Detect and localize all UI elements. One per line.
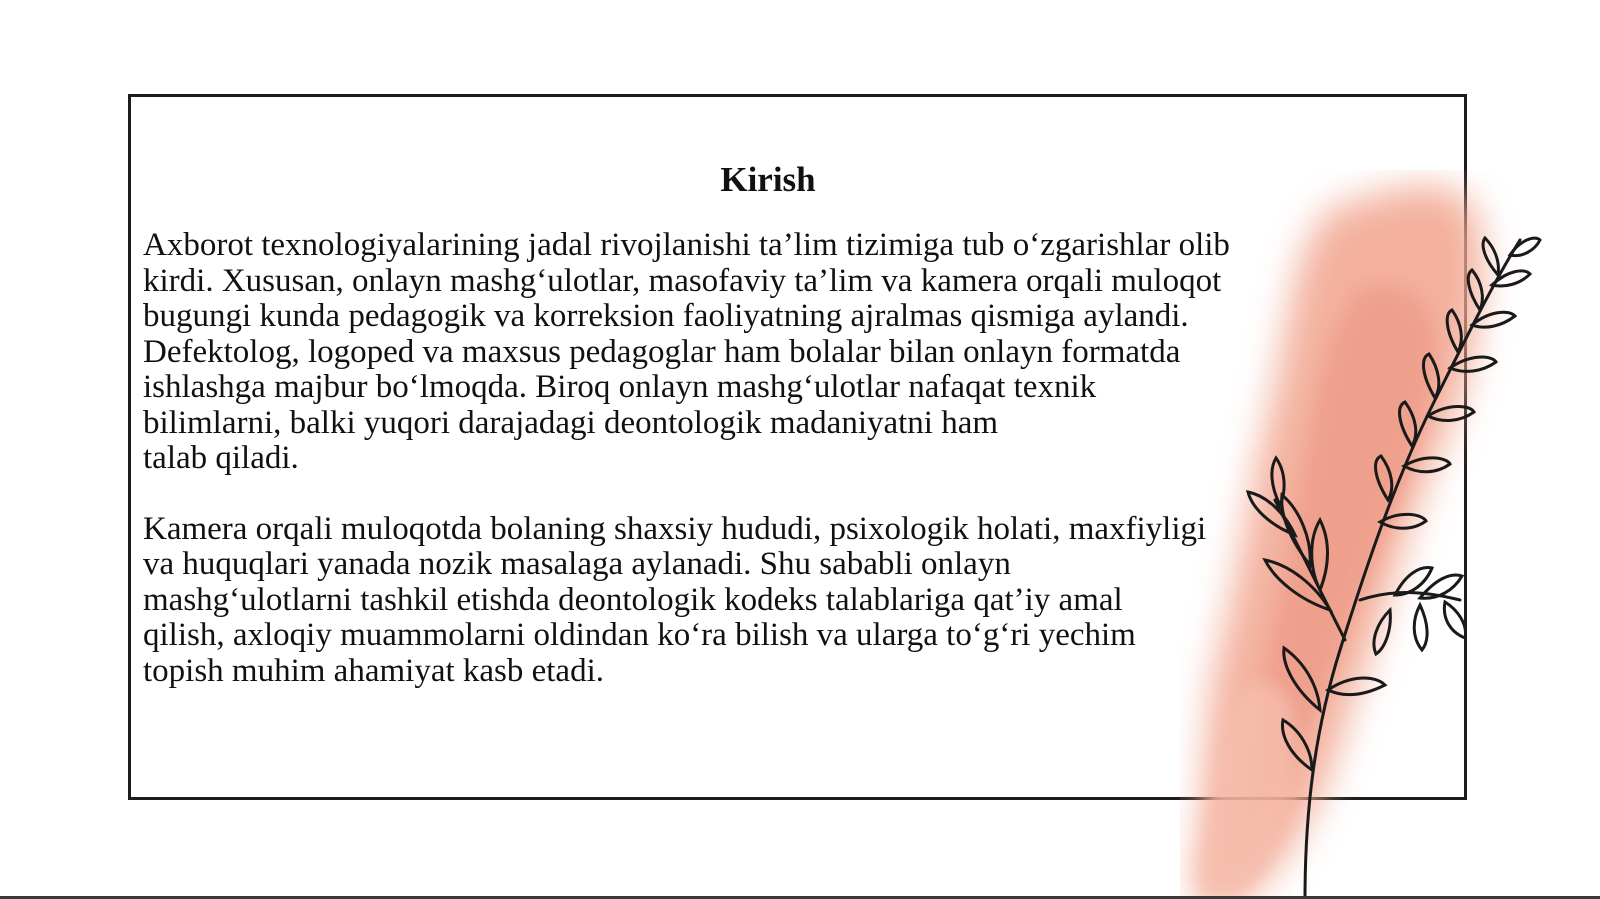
paragraph-1: Axborot texnologiyalarining jadal rivojlanishi ta’lim tizimiga tub o‘zgarishlar olib kirdi. Xususan, onlayn mashg‘ulotlar, masofaviy ta’lim va kamera orqali muloqot bugungi kunda pedagogik va korreksion faoliyatning ajralmas qismiga aylandi. Defektolog, logoped va maxsus pedagoglar ham bolalar bilan onlayn formatda ishlashga majbur bo‘lmoqda. Biroq onlayn mashg‘ulotlar nafaqat texnik bilimlarni, balki yuqori darajadagi deontologik madaniyatni ham talab qiladi.	[143, 227, 1230, 476]
slide-content	[143, 158, 1373, 689]
paragraph-2: Kamera orqali muloqotda bolaning shaxsiy hududi, psixologik holati, maxfiyligi va huquqlari yanada nozik masalaga aylanadi. Shu sababli onlayn mashg‘ulotlarni tashkil etishda deontologik kodeks talablariga qat’iy amal qilish, axloqiy muammolarni oldindan ko‘ra bilish va ularga to‘g‘ri yechim topish muhim ahamiyat kasb etadi.	[143, 510, 1207, 689]
slide-title: Kirish	[720, 160, 816, 199]
